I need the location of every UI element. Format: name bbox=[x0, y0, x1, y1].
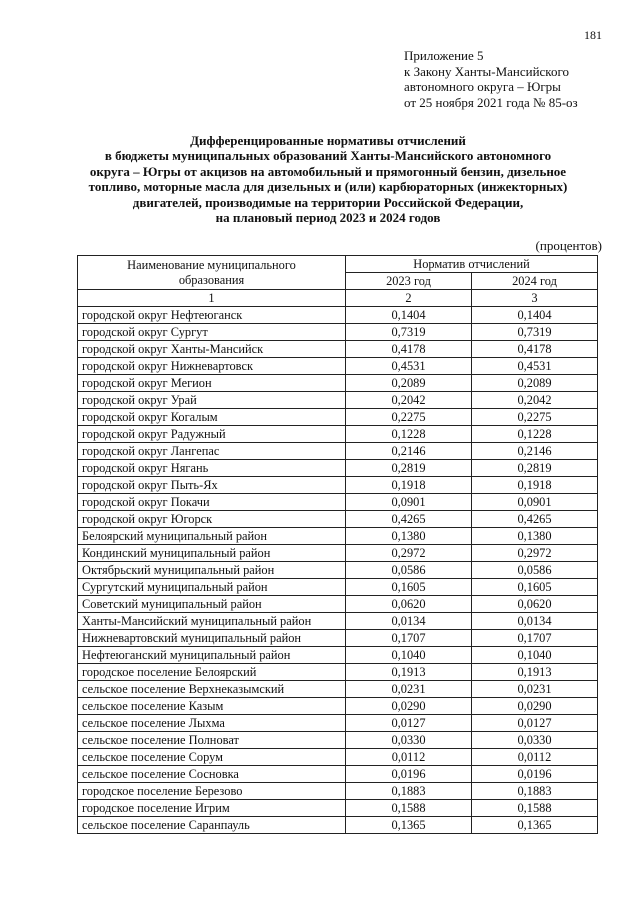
norm-2023-cell: 0,0112 bbox=[346, 749, 472, 766]
table-row bbox=[78, 732, 598, 749]
appendix-line: к Закону Ханты-Мансийского bbox=[404, 63, 569, 79]
norm-2024-cell: 0,1883 bbox=[472, 783, 598, 800]
norm-2023-cell: 0,1588 bbox=[346, 800, 472, 817]
norm-2024-cell: 0,1365 bbox=[472, 817, 598, 834]
table-row bbox=[78, 392, 598, 409]
municipality-name-cell: сельское поселение Саранпауль bbox=[78, 817, 346, 834]
title-line: Дифференцированные нормативы отчислений bbox=[190, 133, 466, 148]
table-row bbox=[78, 562, 598, 579]
norm-2024-cell: 0,1588 bbox=[472, 800, 598, 817]
norm-2024-cell: 0,0231 bbox=[472, 681, 598, 698]
norm-2023-cell: 0,0901 bbox=[346, 494, 472, 511]
table-row bbox=[78, 511, 598, 528]
norm-2024-cell: 0,0620 bbox=[472, 596, 598, 613]
norm-2024-cell: 0,2089 bbox=[472, 375, 598, 392]
norm-2023-cell: 0,1605 bbox=[346, 579, 472, 596]
norm-2023-cell: 0,0620 bbox=[346, 596, 472, 613]
table-row bbox=[78, 579, 598, 596]
norm-2023-cell: 0,1913 bbox=[346, 664, 472, 681]
norm-2024-cell: 0,1605 bbox=[472, 579, 598, 596]
table-row bbox=[78, 341, 598, 358]
municipality-name-cell: городской округ Нефтеюганск bbox=[78, 307, 346, 324]
norm-2024-cell: 0,2972 bbox=[472, 545, 598, 562]
municipality-name-cell: городское поселение Игрим bbox=[78, 800, 346, 817]
norm-2023-cell: 0,2819 bbox=[346, 460, 472, 477]
normatives-table bbox=[77, 255, 598, 834]
norm-2023-cell: 0,0586 bbox=[346, 562, 472, 579]
norm-2023-cell: 0,0290 bbox=[346, 698, 472, 715]
norm-2023-cell: 0,2972 bbox=[346, 545, 472, 562]
municipality-name-cell: городской округ Мегион bbox=[78, 375, 346, 392]
table-row bbox=[78, 443, 598, 460]
municipality-name-cell: городской округ Сургут bbox=[78, 324, 346, 341]
title-line: двигателей, производимые на территории Российской Федерации, bbox=[132, 194, 524, 210]
norm-2024-cell: 0,0112 bbox=[472, 749, 598, 766]
title-line: на плановый период 2023 и 2024 годов bbox=[215, 210, 441, 226]
norm-2023-cell: 0,4531 bbox=[346, 358, 472, 375]
norm-2024-cell: 0,7319 bbox=[472, 324, 598, 341]
norm-2023-cell: 0,0127 bbox=[346, 715, 472, 732]
header-2023-cell: 2023 год bbox=[346, 273, 472, 290]
norm-2023-cell: 0,0231 bbox=[346, 681, 472, 698]
municipality-name-cell: городской округ Нижневартовск bbox=[78, 358, 346, 375]
municipality-name-cell: сельское поселение Лыхма bbox=[78, 715, 346, 732]
table-row bbox=[78, 460, 598, 477]
municipality-name-cell: городской округ Урай bbox=[78, 392, 346, 409]
appendix-line: Приложение 5 bbox=[404, 48, 484, 63]
table-body bbox=[78, 307, 598, 834]
table-row bbox=[78, 681, 598, 698]
norm-2024-cell: 0,4265 bbox=[472, 511, 598, 528]
norm-2024-cell: 0,0901 bbox=[472, 494, 598, 511]
header-name-cell bbox=[78, 256, 346, 290]
municipality-name-cell: городской округ Радужный bbox=[78, 426, 346, 443]
table-row bbox=[78, 409, 598, 426]
header-name-line: образования bbox=[178, 272, 245, 287]
municipality-name-cell: городской округ Пыть-Ях bbox=[78, 477, 346, 494]
table-row bbox=[78, 477, 598, 494]
column-number-cell: 1 bbox=[78, 290, 346, 307]
municipality-name-cell: городской округ Югорск bbox=[78, 511, 346, 528]
header-row bbox=[78, 256, 598, 273]
norm-2024-cell: 0,2819 bbox=[472, 460, 598, 477]
norm-2023-cell: 0,0330 bbox=[346, 732, 472, 749]
norm-2023-cell: 0,1380 bbox=[346, 528, 472, 545]
municipality-name-cell: Нижневартовский муниципальный район bbox=[78, 630, 346, 647]
appendix-line: от 25 ноября 2021 года № 85-оз bbox=[404, 94, 578, 110]
table-row bbox=[78, 324, 598, 341]
municipality-name-cell: городской округ Покачи bbox=[78, 494, 346, 511]
table-row bbox=[78, 800, 598, 817]
municipality-name-cell: Советский муниципальный район bbox=[78, 596, 346, 613]
norm-2024-cell: 0,1707 bbox=[472, 630, 598, 647]
norm-2024-cell: 0,1913 bbox=[472, 664, 598, 681]
norm-2023-cell: 0,0196 bbox=[346, 766, 472, 783]
norm-2024-cell: 0,0134 bbox=[472, 613, 598, 630]
norm-2023-cell: 0,1404 bbox=[346, 307, 472, 324]
norm-2023-cell: 0,1365 bbox=[346, 817, 472, 834]
municipality-name-cell: городской округ Ханты-Мансийск bbox=[78, 341, 346, 358]
header-norm-cell: Норматив отчислений bbox=[346, 256, 598, 273]
column-number-cell: 2 bbox=[346, 290, 472, 307]
municipality-name-cell: городской округ Когалым bbox=[78, 409, 346, 426]
table-row bbox=[78, 545, 598, 562]
table-row bbox=[78, 698, 598, 715]
municipality-name-cell: сельское поселение Сорум bbox=[78, 749, 346, 766]
table-row bbox=[78, 766, 598, 783]
table-row bbox=[78, 358, 598, 375]
table-row bbox=[78, 426, 598, 443]
page-number: 181 bbox=[584, 28, 602, 42]
table-row bbox=[78, 494, 598, 511]
header-name-line: Наименование муниципального bbox=[127, 257, 296, 272]
norm-2024-cell: 0,4531 bbox=[472, 358, 598, 375]
table-row bbox=[78, 664, 598, 681]
table-row bbox=[78, 749, 598, 766]
municipality-name-cell: городской округ Нягань bbox=[78, 460, 346, 477]
municipality-name-cell: Ханты-Мансийский муниципальный район bbox=[78, 613, 346, 630]
table-row bbox=[78, 630, 598, 647]
units-label: (процентов) bbox=[535, 238, 602, 253]
table-row bbox=[78, 596, 598, 613]
norm-2024-cell: 0,1918 bbox=[472, 477, 598, 494]
table-row bbox=[78, 647, 598, 664]
title-line: округа – Югры от акцизов на автомобильный и прямогонный бензин, дизельное bbox=[89, 163, 567, 179]
norm-2024-cell: 0,2275 bbox=[472, 409, 598, 426]
norm-2023-cell: 0,1883 bbox=[346, 783, 472, 800]
table-row bbox=[78, 715, 598, 732]
norm-2024-cell: 0,4178 bbox=[472, 341, 598, 358]
municipality-name-cell: сельское поселение Сосновка bbox=[78, 766, 346, 783]
municipality-name-cell: Белоярский муниципальный район bbox=[78, 528, 346, 545]
document-title bbox=[60, 133, 596, 225]
municipality-name-cell: Сургутский муниципальный район bbox=[78, 579, 346, 596]
norm-2024-cell: 0,0330 bbox=[472, 732, 598, 749]
table-row bbox=[78, 307, 598, 324]
norm-2024-cell: 0,0586 bbox=[472, 562, 598, 579]
municipality-name-cell: сельское поселение Верхнеказымский bbox=[78, 681, 346, 698]
municipality-name-cell: городской округ Лангепас bbox=[78, 443, 346, 460]
norm-2024-cell: 0,2146 bbox=[472, 443, 598, 460]
norm-2023-cell: 0,2042 bbox=[346, 392, 472, 409]
norm-2023-cell: 0,0134 bbox=[346, 613, 472, 630]
norm-2023-cell: 0,4265 bbox=[346, 511, 472, 528]
municipality-name-cell: сельское поселение Казым bbox=[78, 698, 346, 715]
norm-2023-cell: 0,4178 bbox=[346, 341, 472, 358]
municipality-name-cell: сельское поселение Полноват bbox=[78, 732, 346, 749]
table-row bbox=[78, 817, 598, 834]
norm-2023-cell: 0,2089 bbox=[346, 375, 472, 392]
norm-2024-cell: 0,2042 bbox=[472, 392, 598, 409]
norm-2023-cell: 0,2146 bbox=[346, 443, 472, 460]
norm-2023-cell: 0,2275 bbox=[346, 409, 472, 426]
norm-2023-cell: 0,1040 bbox=[346, 647, 472, 664]
norm-2024-cell: 0,0127 bbox=[472, 715, 598, 732]
norm-2023-cell: 0,1228 bbox=[346, 426, 472, 443]
norm-2024-cell: 0,1380 bbox=[472, 528, 598, 545]
table-row bbox=[78, 783, 598, 800]
header-2024-cell: 2024 год bbox=[472, 273, 598, 290]
table-row bbox=[78, 528, 598, 545]
norm-2024-cell: 0,1228 bbox=[472, 426, 598, 443]
municipality-name-cell: Кондинский муниципальный район bbox=[78, 545, 346, 562]
municipality-name-cell: городское поселение Березово bbox=[78, 783, 346, 800]
norm-2023-cell: 0,7319 bbox=[346, 324, 472, 341]
appendix-line: автономного округа – Югры bbox=[404, 79, 561, 94]
norm-2024-cell: 0,1404 bbox=[472, 307, 598, 324]
norm-2024-cell: 0,1040 bbox=[472, 647, 598, 664]
norm-2024-cell: 0,0290 bbox=[472, 698, 598, 715]
column-number-cell: 3 bbox=[472, 290, 598, 307]
municipality-name-cell: городское поселение Белоярский bbox=[78, 664, 346, 681]
municipality-name-cell: Нефтеюганский муниципальный район bbox=[78, 647, 346, 664]
appendix-reference bbox=[404, 48, 614, 110]
table-row bbox=[78, 613, 598, 630]
column-number-row bbox=[78, 290, 598, 307]
municipality-name-cell: Октябрьский муниципальный район bbox=[78, 562, 346, 579]
table-row bbox=[78, 375, 598, 392]
norm-2023-cell: 0,1918 bbox=[346, 477, 472, 494]
title-line: топливо, моторные масла для дизельных и (или) карбюраторных (инжекторных) bbox=[88, 179, 568, 195]
norm-2024-cell: 0,0196 bbox=[472, 766, 598, 783]
norm-2023-cell: 0,1707 bbox=[346, 630, 472, 647]
title-line: в бюджеты муниципальных образований Ханты-Мансийского автономного bbox=[104, 148, 552, 164]
